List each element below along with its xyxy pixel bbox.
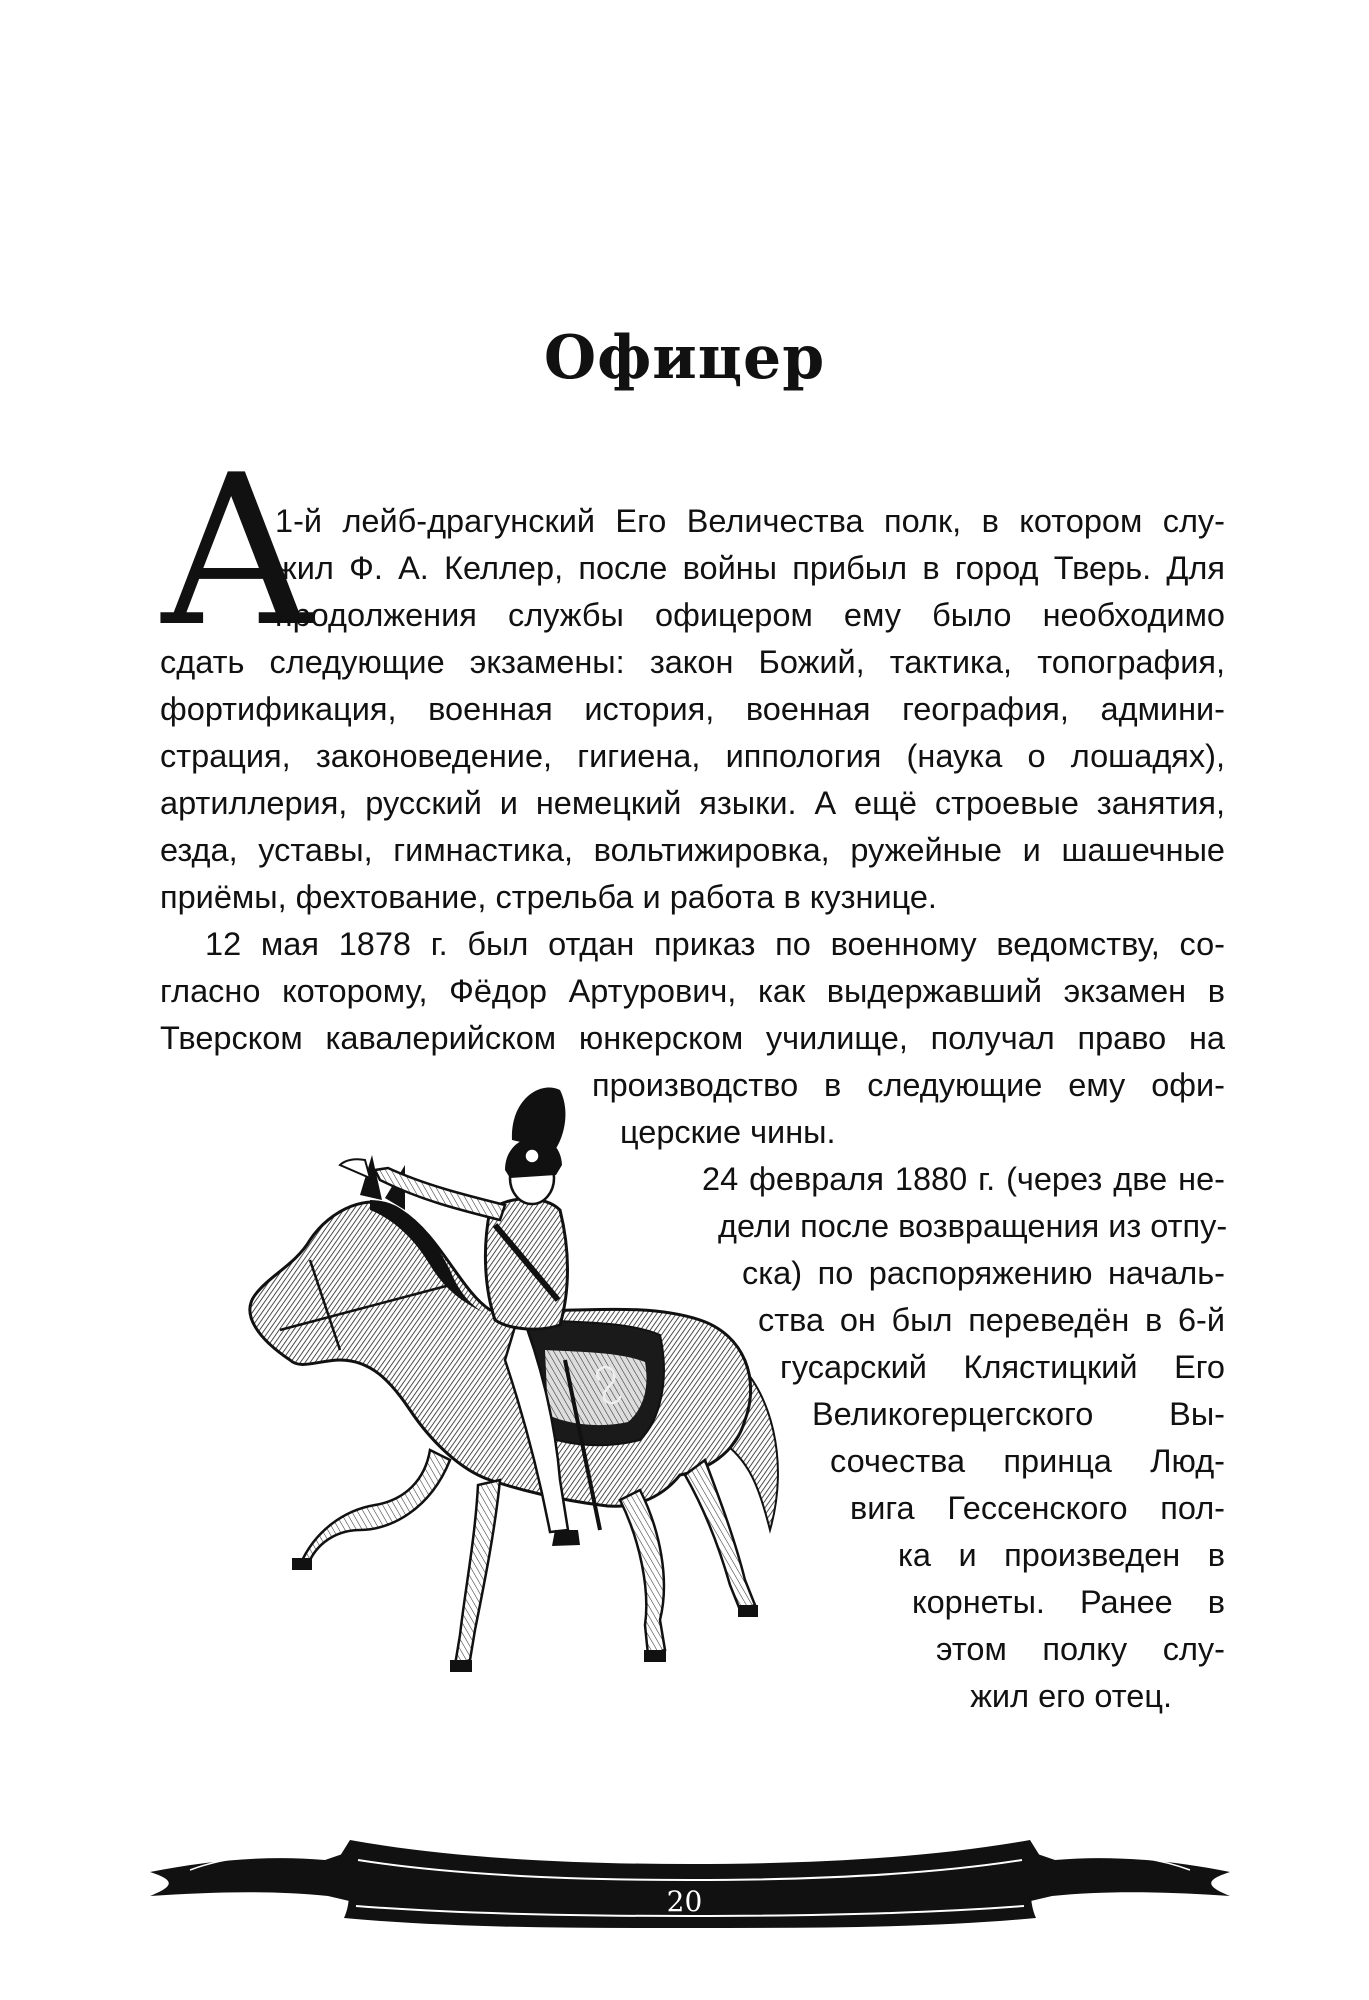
text-line: сдать следующие экзамены: закон Божий, тактика, топография, xyxy=(160,644,1225,680)
page-number: 20 xyxy=(666,1885,703,1918)
text-line: производство в следующие ему офи- xyxy=(592,1067,1225,1103)
text-line: Тверском кавалерийском юнкерском училище, получал право на xyxy=(160,1020,1225,1056)
text-line: 24 февраля 1880 г. (через две не- xyxy=(702,1161,1225,1197)
drop-cap: А xyxy=(158,431,316,673)
text-line: дели после возвращения из отпу- xyxy=(718,1208,1228,1244)
text-line: Великогерцегского Вы- xyxy=(812,1396,1225,1432)
text-line: фортификация, военная история, военная география, админи- xyxy=(160,691,1225,727)
text-line: гусарский Клястицкий Его xyxy=(780,1349,1225,1385)
text-line: ка и произведен в xyxy=(898,1537,1225,1573)
text-line: жил Ф. А. Келлер, после войны прибыл в город Тверь. Для xyxy=(275,550,1225,586)
text-line: корнеты. Ранее в xyxy=(912,1584,1225,1620)
text-line: церские чины. xyxy=(620,1114,836,1150)
text-line: артиллерия, русский и немецкий языки. А ещё строевые занятия, xyxy=(160,785,1225,821)
text-line: приёмы, фехтование, стрельба и работа в кузнице. xyxy=(160,879,937,915)
text-line: ска) по распоряжению началь- xyxy=(742,1255,1225,1291)
text-line: сочества принца Люд- xyxy=(830,1443,1225,1479)
text-line: жил его отец. xyxy=(970,1678,1172,1714)
text-line: 1-й лейб-драгунский Его Величества полк, в котором слу- xyxy=(275,503,1225,539)
text-line: вига Гессенского пол- xyxy=(850,1490,1225,1526)
text-line: 12 мая 1878 г. был отдан приказ по военному ведомству, со- xyxy=(205,926,1225,962)
text-line: страция, законоведение, гигиена, иппология (наука о лошадях), xyxy=(160,738,1225,774)
chapter-title: Офицер xyxy=(543,323,826,393)
cavalry-officer-illustration xyxy=(160,1060,800,1700)
text-line: этом полку слу- xyxy=(936,1631,1225,1667)
text-line: гласно которому, Фёдор Артурович, как выдержавший экзамен в xyxy=(160,973,1225,1009)
text-line: продолжения службы офицером ему было необходимо xyxy=(275,597,1225,633)
text-line: ства он был переведён в 6-й xyxy=(758,1302,1225,1338)
text-line: езда, уставы, гимнастика, вольтижировка, ружейные и шашечные xyxy=(160,832,1225,868)
